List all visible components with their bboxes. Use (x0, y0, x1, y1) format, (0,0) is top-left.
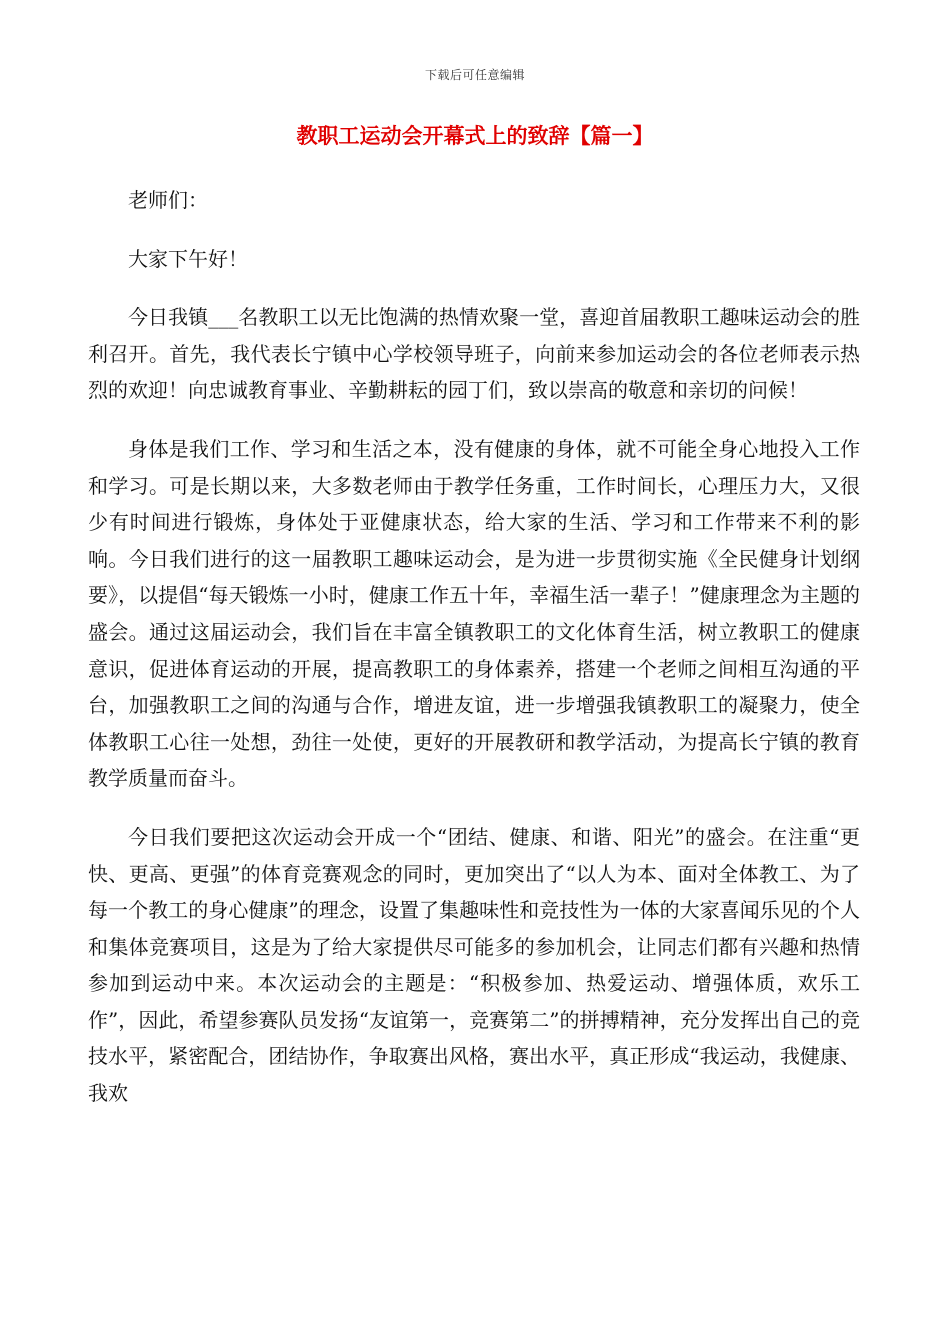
paragraph: 身体是我们工作、学习和生活之本，没有健康的身体，就不可能全身心地投入工作和学习。可是长期以来，大多数老师由于教学任务重，工作时间长，心理压力大，又很少有时间进行锻炼，身体处于亚健康状态，给大家的生活、学习和工作带来不利的影响。今日我们进行的这一届教职工趣味运动会，是为进一步贯彻实施《全民健身计划纲要》，以提倡“每天锻炼一小时，健康工作五十年，幸福生活一辈子！”健康理念为主题的盛会。通过这届运动会，我们旨在丰富全镇教职工的文化体育生活，树立教职工的健康意识，促进体育运动的开展，提高教职工的身体素养，搭建一个老师之间相互沟通的平台，加强教职工之间的沟通与合作，增进友谊，进一步增强我镇教职工的凝聚力，使全体教职工心往一处想，劲往一处使，更好的开展教研和教学活动，为提高长宁镇的教育教学质量而奋斗。 (88, 436, 860, 791)
page-title: 教职工运动会开幕式上的致辞【篇一】 (296, 123, 654, 148)
paragraph: 今日我们要把这次运动会开成一个“团结、健康、和谐、阳光”的盛会。在注重“更快、更高、更强”的体育竞赛观念的同时，更加突出了“以人为本、面对全体教工、为了每一个教工的身心健康”的理念，设置了集趣味性和竞技性为一体的大家喜闻乐见的个人和集体竞赛项目，这是为了给大家提供尽可能多的参加机会，让同志们都有兴趣和热情参加到运动中来。本次运动会的主题是：“积极参加、热爱运动、增强体质，欢乐工作”，因此，希望参赛队员发扬“友谊第一，竞赛第二”的拼搏精神，充分发挥出自己的竞技水平，紧密配合，团结协作，争取赛出风格，赛出水平，真正形成“我运动，我健康、我欢 (88, 824, 860, 1106)
header-note: 下载后可任意编辑 (424, 68, 525, 82)
document-body (88, 182, 860, 1134)
salutation: 老师们： (128, 188, 208, 212)
paragraph: 今日我镇___名教职工以无比饱满的热情欢聚一堂，喜迎首届教职工趣味运动会的胜利召开。首先，我代表长宁镇中心学校领导班子，向前来参加运动会的各位老师表示热烈的欢迎！向忠诚教育事业、辛勤耕耘的园丁们，致以崇高的敬意和亲切的问候！ (88, 305, 860, 403)
greeting: 大家下午好！ (128, 246, 248, 271)
